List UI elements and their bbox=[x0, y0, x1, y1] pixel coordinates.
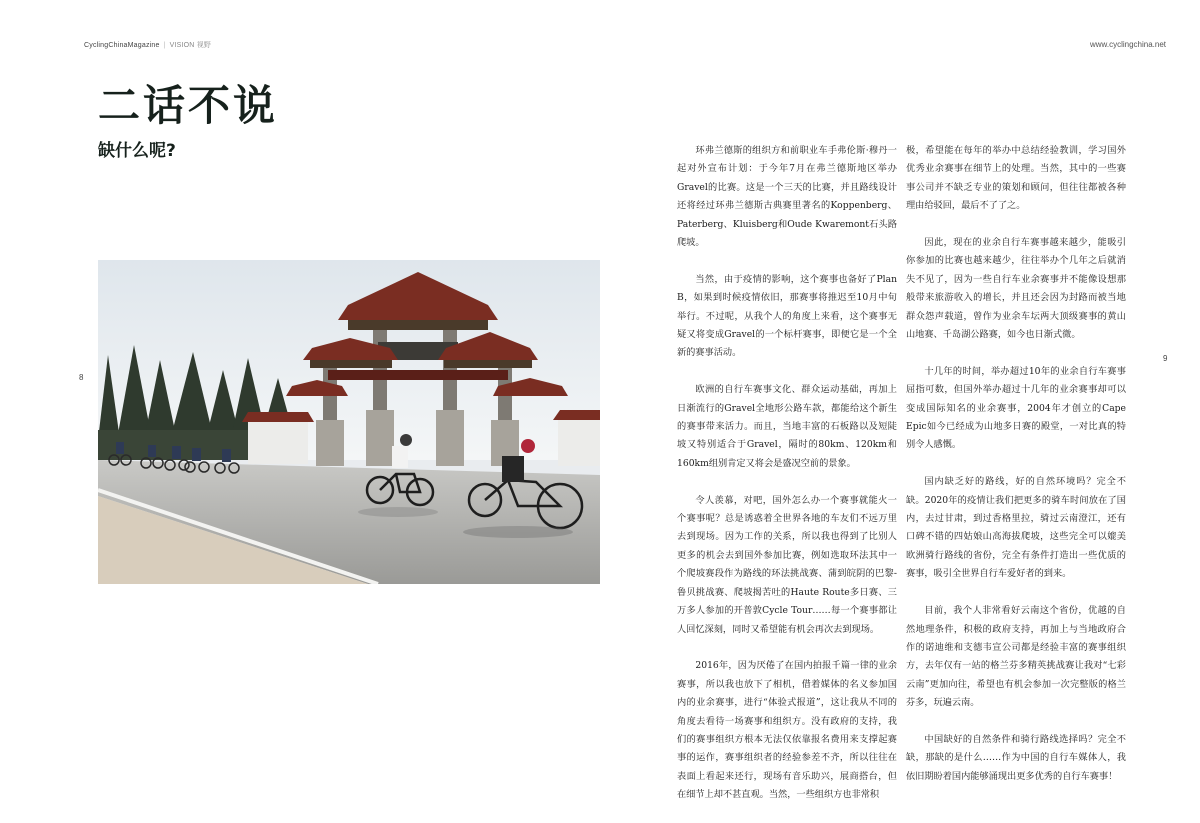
paragraph: 令人羡慕，对吧，国外怎么办一个赛事就能火一个赛事呢？总是诱惑着全世界各地的车友们不远万里去到现场。因为工作的关系，所以我也得到了比别人更多的机会去到国外参加比赛，例如选取环法其中一个爬坡赛段作为路线的环法挑战赛、蒲到皖阴的巴黎-鲁贝挑战赛、爬坡揭苦吐的Haute Route多日赛、三万多人参加的开普敦Cycle Tour……每一个赛事都让人回忆深刻，同时又希望能有机会再次去到现场。 bbox=[677, 494, 897, 635]
article-column-right bbox=[906, 142, 1126, 805]
header-divider: | bbox=[163, 42, 166, 49]
page-number-left: 8 bbox=[79, 373, 84, 382]
paragraph: 2016年，因为厌倦了在国内拍报千篇一律的业余赛事，所以我也放下了相机，借着媒体的名义参加国内的业余赛事，进行“体验式报道”，这让我从不同的角度去看待一场赛事和组织方。没有政府的支持，我们的赛事组织方根本无法仅依靠报名费用来支撑起赛事的运作，赛事组织者的经验参差不齐，所以往往在表面上看起来还行，现场有音乐助兴，展商搭台，但在细节上却不甚直观。当然，一些组织方也非常积 bbox=[677, 660, 897, 801]
paragraph: 中国缺好的自然条件和骑行路线选择吗？完全不缺，那缺的是什么……作为中国的自行车媒体人，我依旧期盼着国内能够涌现出更多优秀的自行车赛事！ bbox=[906, 733, 1126, 782]
paragraph: 目前，我个人非常看好云南这个省份，优越的自然地理条件，积极的政府支持，再加上与当地政府合作的诺迪维和支德韦宣公司都是经验丰富的赛事组织方，去年仅有一站的格兰芬多精英挑战赛让我对“七彩云南”更加向往，希望也有机会参加一次完整版的格兰芬多，玩遍云南。 bbox=[906, 605, 1126, 709]
paragraph-continued: 极，希望能在每年的举办中总结经验教训，学习国外优秀业余赛事在细节上的处理。当然，其中的一些赛事公司并不缺乏专业的策划和顾问，但往往都被各种理由给驳回，最后不了了之。 bbox=[906, 145, 1126, 212]
section-label-en: VISION bbox=[169, 42, 195, 49]
paragraph: 欧洲的自行车赛事文化、群众运动基础，再加上日渐流行的Gravel全地形公路车款，都能给这个新生的赛事带来活力。而且，当地丰富的石板路以及短陡坡又特别适合于Gravel，隔时的80km、120km和160km组别肯定又将会是盛况空前的景象。 bbox=[677, 384, 897, 469]
paragraph: 国内缺乏好的路线，好的自然环境吗？完全不缺。2020年的疫情让我们把更多的骑车时间放在了国内，去过甘肃，到过香格里拉，骑过云南澄江，还有口碑不错的四姑娘山高海拔爬坡，这些完全可以媲美欧洲骑行路线的省份，完全有条件打造出一些优质的赛事，吸引全世界自行车爱好者的到来。 bbox=[906, 476, 1126, 580]
paragraph: 因此，现在的业余自行车赛事越来越少，能吸引你参加的比赛也越来越少，往往举办个几年之后就消失不见了，因为一些自行车业余赛事并不能像设想那般带来旅游收入的增长，并且还会因为封路而被当地群众怨声载道，曾作为业余车坛两大顶级赛事的黄山山地赛、千岛湖公路赛，如今也日渐式微。 bbox=[906, 237, 1126, 341]
magazine-name: CyclingChinaMagazine bbox=[84, 42, 160, 49]
article-photo bbox=[98, 260, 600, 584]
cyclists-archway-illustration bbox=[98, 260, 600, 584]
paragraph: 十几年的时间，举办超过10年的业余自行车赛事屈指可数，但国外举办超过十几年的业余赛事却可以变成国际知名的业余赛事，2004年才创立的Cape Epic如今已经成为山地多日赛的殿堂，一对比真的特别令人感慨。 bbox=[906, 365, 1126, 451]
article-column-left bbox=[677, 142, 897, 823]
paragraph: 当然，由于疫情的影响，这个赛事也备好了Plan B，如果到时候疫情依旧，那赛事将推迟至10月中旬举行。不过呢，从我个人的角度上来看，这个赛事无疑又将变成Gravel的一个标杆赛事，即便它是一个全新的赛事活动。 bbox=[677, 273, 897, 359]
section-label-cn: 视野 bbox=[196, 42, 212, 49]
page-number-right: 9 bbox=[1163, 354, 1168, 363]
website-url[interactable]: www.cyclingchina.net bbox=[1089, 40, 1166, 49]
article-title: 二话不说 bbox=[98, 81, 279, 130]
paragraph: 环弗兰德斯的组织方和前职业车手弗伦斯·穆丹一起对外宣布计划：于今年7月在弗兰德斯地区举办Gravel的比赛。这是一个三天的比赛，并且路线设计还将经过环弗兰德斯古典赛里著名的Koppenberg、Paterberg、Kluisberg和Oude Kwaremont石头路爬坡。 bbox=[677, 145, 897, 249]
magazine-header bbox=[84, 40, 211, 50]
article-subtitle: 缺什么呢? bbox=[98, 141, 176, 161]
